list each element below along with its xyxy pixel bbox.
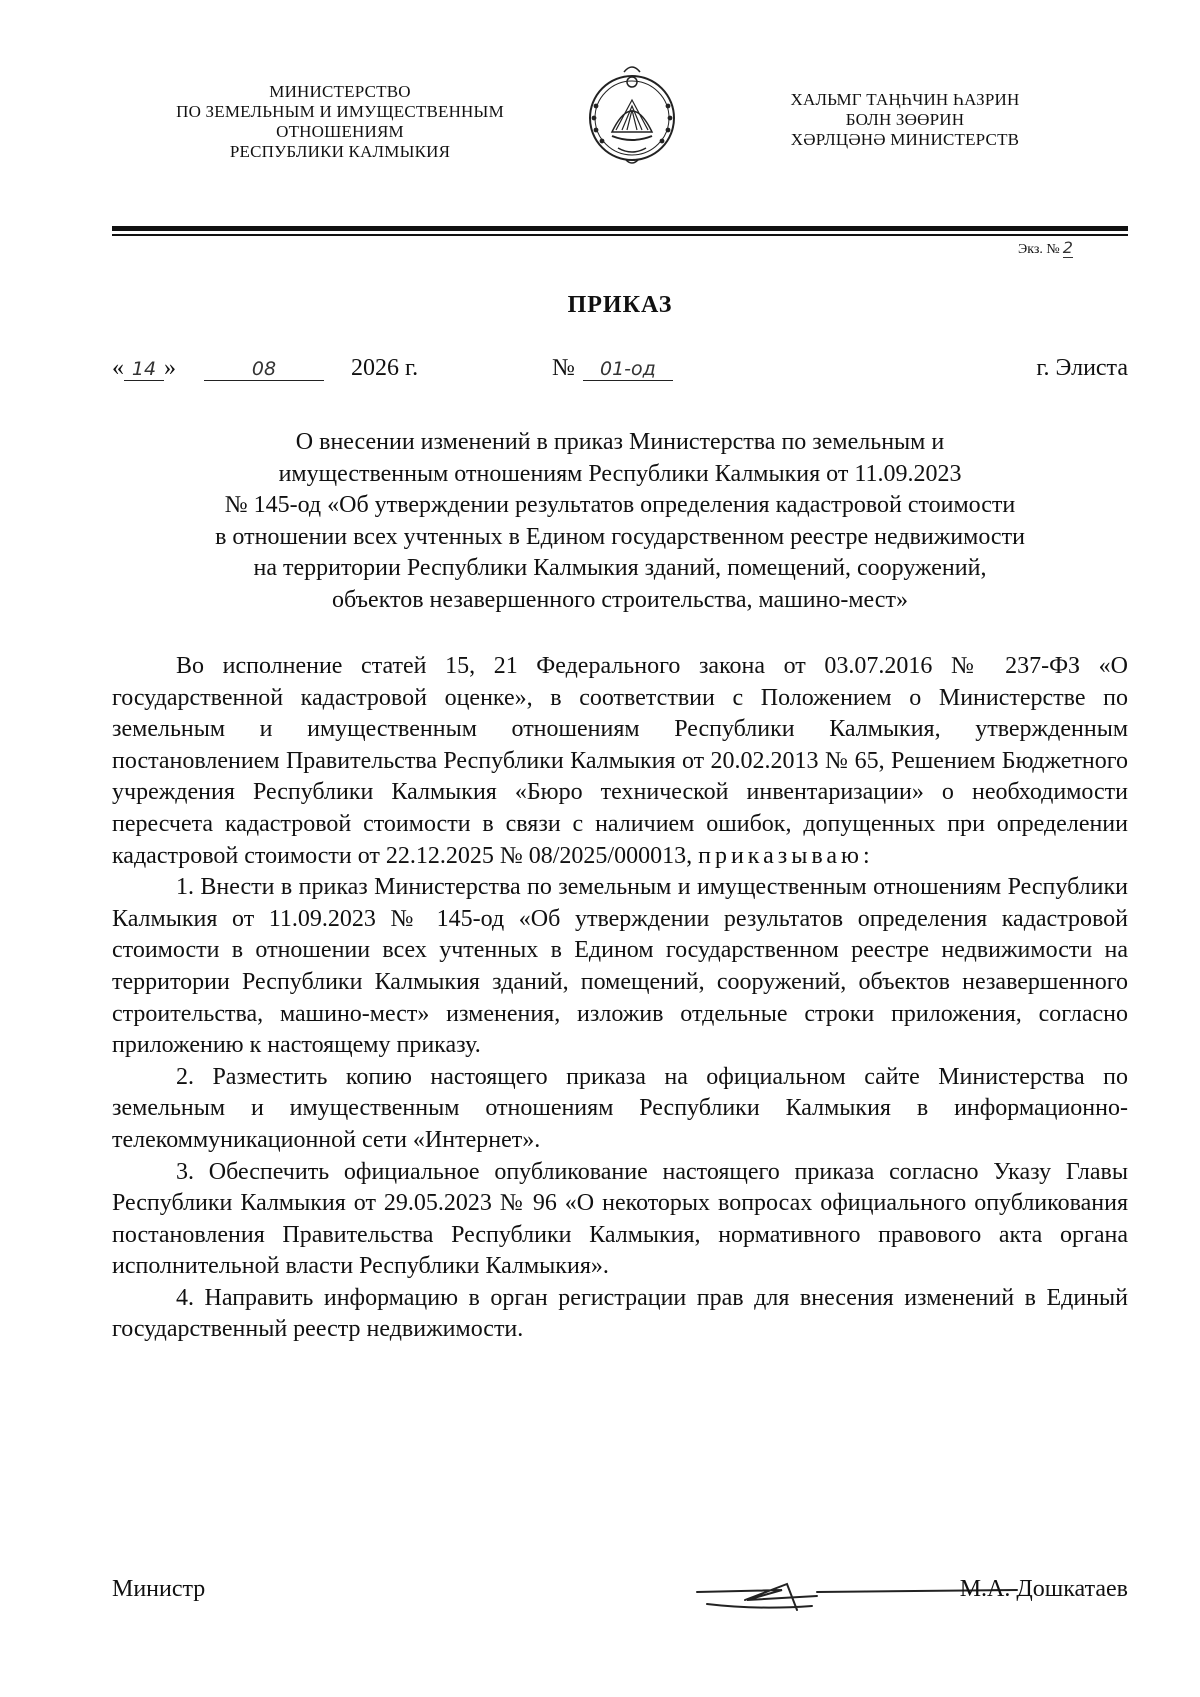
header-left-line: ПО ЗЕМЕЛЬНЫМ И ИМУЩЕСТВЕННЫМ [176, 102, 504, 121]
signatory-position: Министр [112, 1576, 206, 1602]
signature-block [112, 1576, 1128, 1616]
subject-line: О внесении изменений в приказ Министерства по земельным и [295, 429, 945, 455]
ministry-name-kalmyk [740, 90, 1070, 150]
document-title: ПРИКАЗ [567, 292, 673, 318]
order-item: 4. Направить информацию в орган регистрации прав для внесения изменений в Единый государственный реестр недвижимости. [112, 1284, 1128, 1343]
copy-number-value: 2 [1062, 238, 1073, 257]
ministry-name-russian [140, 82, 540, 162]
copy-number-label: Экз. № [1018, 242, 1060, 257]
header-left-line: ОТНОШЕНИЯМ [276, 122, 404, 141]
order-number [552, 355, 673, 382]
date-close-quote: » [164, 355, 176, 381]
order-item: 1. Внести в приказ Министерства по земельным и имущественным отношениям Республики Калмыкия от 11.09.2023 № 145-од «Об утверждении результатов определения кадастровой стоимости в отношении всех учтенных в Едином государственном реестре недвижимости на территории Республики Калмыкия зданий, помещений, сооружений, объектов незавершенного строительства, машино-мест» изменения, изложив отдельные строки приложения, согласно приложению к настоящему приказу. [112, 874, 1128, 1059]
subject-line: на территории Республики Калмыкия зданий, помещений, сооружений, [253, 555, 987, 581]
order-date-day [112, 355, 176, 382]
order-body [112, 651, 1128, 1346]
order-date-month [204, 355, 334, 382]
kalmykia-emblem-icon [582, 60, 682, 170]
order-date-year: 2026 г. [351, 355, 419, 381]
subject-line: имущественным отношениям Республики Калмыкия от 11.09.2023 [278, 460, 962, 487]
header-right-line: ХАЛЬМГ ТАҢҺЧИН ҺАЗРИН [790, 90, 1020, 109]
header-left-line: МИНИСТЕРСТВО [269, 82, 411, 101]
date-day-handwritten: 14 [124, 358, 164, 381]
copy-number [1018, 238, 1073, 258]
header-right-line: ХӘРЛЦӘНӘ МИНИСТЕРСТВ [790, 130, 1020, 149]
order-item: 3. Обеспечить официальное опубликование настоящего приказа согласно Указу Главы Республики Калмыкия от 29.05.2023 № 96 «О некоторых вопросах официального опубликования постановления Правительства Республики Калмыкия, нормативного правового акта органа исполнительной власти Республики Калмыкия». [112, 1158, 1128, 1280]
preamble-text: Во исполнение статей 15, 21 Федерального закона от 03.07.2016 № 237-ФЗ «О государственной кадастровой оценке», в соответствии с Положением о Министерстве по земельным и имущественным отношениям Республики Калмыкия, утвержденным постановлением Правительства Республики Калмыкия от 20.02.2013 № 65, Решением Бюджетного учреждения Республики Калмыкия «Бюро технической инвентаризации» о необходимости пересчета кадастровой стоимости в связи с наличием ошибок, допущенных при определении кадастровой стоимости от 22.12.2025 № 08/2025/000013, [112, 653, 1128, 869]
subject-line: в отношении всех учтенных в Едином государственном реестре недвижимости [215, 523, 1025, 550]
header-right-line: БОЛН ЗӨӨРИН [845, 110, 965, 129]
order-number-handwritten: 01-од [583, 358, 673, 381]
header-left-line: РЕСПУБЛИКИ КАЛМЫКИЯ [229, 142, 451, 161]
subject-line: № 145-од «Об утверждении результатов определения кадастровой стоимости [224, 492, 1016, 518]
order-word: приказываю: [698, 842, 874, 869]
order-number-label: № [552, 355, 575, 381]
order-city: г. Элиста [1036, 355, 1128, 381]
order-subject [112, 427, 1128, 616]
preamble-paragraph [112, 651, 1128, 872]
signatory-name: М.А. Дошкатаев [959, 1576, 1128, 1602]
order-item: 2. Разместить копию настоящего приказа на официальном сайте Министерства по земельным и имущественным отношениям Республики Калмыкия в информационно-телекоммуникационной сети «Интернет». [112, 1063, 1128, 1153]
header-divider-thick [112, 226, 1128, 231]
date-open-quote: « [112, 355, 124, 381]
header-divider-thin [112, 234, 1128, 236]
subject-line: объектов незавершенного строительства, машино-мест» [332, 586, 908, 613]
date-month-handwritten: 08 [204, 358, 324, 381]
